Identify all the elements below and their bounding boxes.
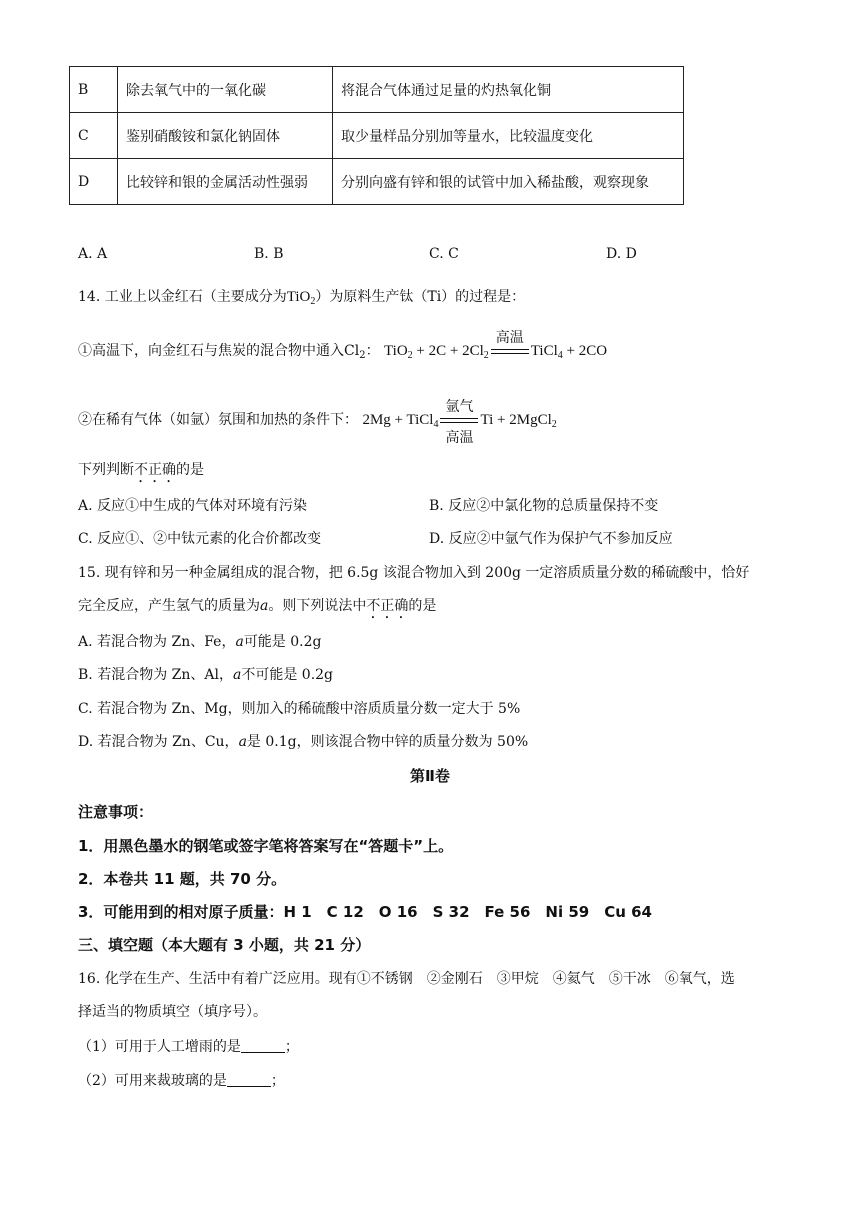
- q15-var-a: a: [260, 598, 269, 614]
- q16-sub2-text: （2）可用来裁玻璃的是: [78, 1073, 227, 1089]
- q15-option-c: C. 若混合物为 Zn、Mg，则加入的稀硫酸中溶质质量分数一定大于 5%: [78, 701, 521, 717]
- q13-choice-b: B. B: [254, 246, 284, 262]
- q15-line2: [78, 595, 436, 622]
- q15-line2-post: 的是: [408, 598, 437, 614]
- q15-a-pre: A. 若混合物为 Zn、Fe，: [78, 634, 236, 650]
- notice-item-1: 1．用黑色墨水的钢笔或签字笔将答案写在“答题卡”上。: [78, 837, 454, 855]
- notice-item-3: 3．可能用到的相对原子质量：H 1 C 12 O 16 S 32 Fe 56 Ni 59 Cu 64: [78, 903, 652, 921]
- q15-a-post: 可能是 0.2g: [243, 634, 322, 650]
- q14-step2-text: ②在稀有气体（如氩）氛围和加热的条件下：: [78, 412, 358, 428]
- q16-line1: 16. 化学在生产、生活中有着广泛应用。现有①不锈钢 ②金刚石 ③甲烷 ④氦气 ⑤干冰 ⑥氧气，选: [78, 971, 735, 987]
- reaction-condition-1: [491, 330, 529, 360]
- q16-end: ；: [270, 1073, 285, 1089]
- q13-choice-c: C. C: [429, 246, 459, 262]
- q14-ask-post: 的是: [176, 462, 204, 478]
- options-table: [69, 66, 684, 205]
- q15-d-post: 是 0.1g，则该混合物中锌的质量分数为 50%: [246, 734, 529, 750]
- q15-line1: 15. 现有锌和另一种金属组成的混合物，把 6.5g 该混合物加入到 200g 一定溶质质量分数的稀硫酸中，恰好: [78, 565, 750, 581]
- q14-stem-post: ）为原料生产钛（Ti）的过程是：: [315, 289, 526, 305]
- row-aim: 比较锌和银的金属活动性强弱: [118, 159, 333, 205]
- q15-b-post: 不可能是 0.2g: [241, 667, 334, 683]
- row-aim: 除去氧气中的一氧化碳: [118, 67, 333, 113]
- q16-sub1-text: （1）可用于人工增雨的是: [78, 1039, 241, 1055]
- part-three-heading: 三、填空题（本大题有 3 小题，共 21 分）: [78, 936, 371, 954]
- q13-choice-a: A. A: [78, 246, 108, 262]
- q15-var-a: a: [235, 634, 244, 650]
- q14-option-c: C. 反应①、②中钛元素的化合价都改变: [78, 531, 322, 547]
- condition-label-top: 氩气: [445, 399, 474, 415]
- q14-option-a: A. 反应①中生成的气体对环境有污染: [78, 498, 308, 514]
- q16-sub2: [78, 1070, 285, 1090]
- q13-choice-d: D. D: [606, 246, 637, 262]
- q15-var-a: a: [232, 667, 242, 683]
- condition-label-bottom: 高温: [445, 430, 474, 446]
- reaction-condition-2: [440, 399, 478, 446]
- q15-emphasis: 不正确: [366, 598, 409, 614]
- section-title: 第Ⅱ卷: [410, 767, 450, 785]
- q16-line2: 择适当的物质填空（填序号）。: [78, 1004, 267, 1020]
- q14-option-b: B. 反应②中氯化物的总质量保持不变: [429, 498, 659, 514]
- q15-line2-mid: 。则下列说法中: [268, 598, 367, 614]
- row-label: D: [70, 159, 118, 205]
- table-row: [70, 113, 684, 159]
- condition-label: 高温: [495, 330, 524, 346]
- q16-end: ；: [284, 1039, 299, 1055]
- q14-step2: [78, 399, 557, 446]
- row-method: 取少量样品分别加等量水，比较温度变化: [333, 113, 684, 159]
- row-aim: 鉴别硝酸铵和氯化钠固体: [118, 113, 333, 159]
- q15-option-a: [78, 631, 322, 651]
- row-method: 将混合气体通过足量的灼热氧化铜: [333, 67, 684, 113]
- q15-option-b: [78, 664, 333, 684]
- q14-option-d: D. 反应②中氩气作为保护气不参加反应: [429, 531, 673, 547]
- q15-b-pre: B. 若混合物为 Zn、Al，: [78, 667, 233, 683]
- q14-step1: ①高温下，向金红石与焦炭的混合物中通入$Cl_2$： $TiO_2 + 2C + 2Cl_2$ 高温 TiCl$_4$ + 2CO: [78, 340, 607, 361]
- q14-stem-pre: 14. 工业上以金红石（主要成分为: [78, 289, 287, 305]
- q15-option-d: [78, 731, 528, 751]
- row-method: 分别向盛有锌和银的试管中加入稀盐酸，观察现象: [333, 159, 684, 205]
- q15-line2-pre: 完全反应，产生氢气的质量为: [78, 598, 260, 614]
- answer-blank[interactable]: [241, 1038, 285, 1053]
- table-row: [70, 67, 684, 113]
- q14-stem: [78, 286, 525, 307]
- q14-step1-text: ①高温下，向金红石与焦炭的混合物中通入Cl: [78, 343, 360, 359]
- q15-d-pre: D. 若混合物为 Zn、Cu，: [78, 734, 239, 750]
- row-label: C: [70, 113, 118, 159]
- table-row: [70, 159, 684, 205]
- q14-ask-pre: 下列判断: [78, 462, 134, 478]
- q14-step1-colon: ：: [365, 343, 380, 359]
- q16-sub1: [78, 1036, 299, 1056]
- q14-ask: [78, 459, 204, 486]
- equation-2: 2Mg + TiCl$_4$ 氩气 高温 Ti + 2MgCl$_2$: [362, 412, 556, 428]
- equation-1: $TiO_2 + 2C + 2Cl_2$ 高温 TiCl$_4$ + 2CO: [384, 343, 607, 359]
- notice-heading: 注意事项：: [78, 803, 154, 821]
- q14-ask-emphasis: 不正确: [134, 462, 176, 478]
- tio2-formula: TiO$_2$: [286, 289, 316, 307]
- notice-item-2: 2．本卷共 11 题，共 70 分。: [78, 870, 287, 888]
- row-label: B: [70, 67, 118, 113]
- q15-var-a: a: [238, 734, 247, 750]
- answer-blank[interactable]: [227, 1072, 271, 1087]
